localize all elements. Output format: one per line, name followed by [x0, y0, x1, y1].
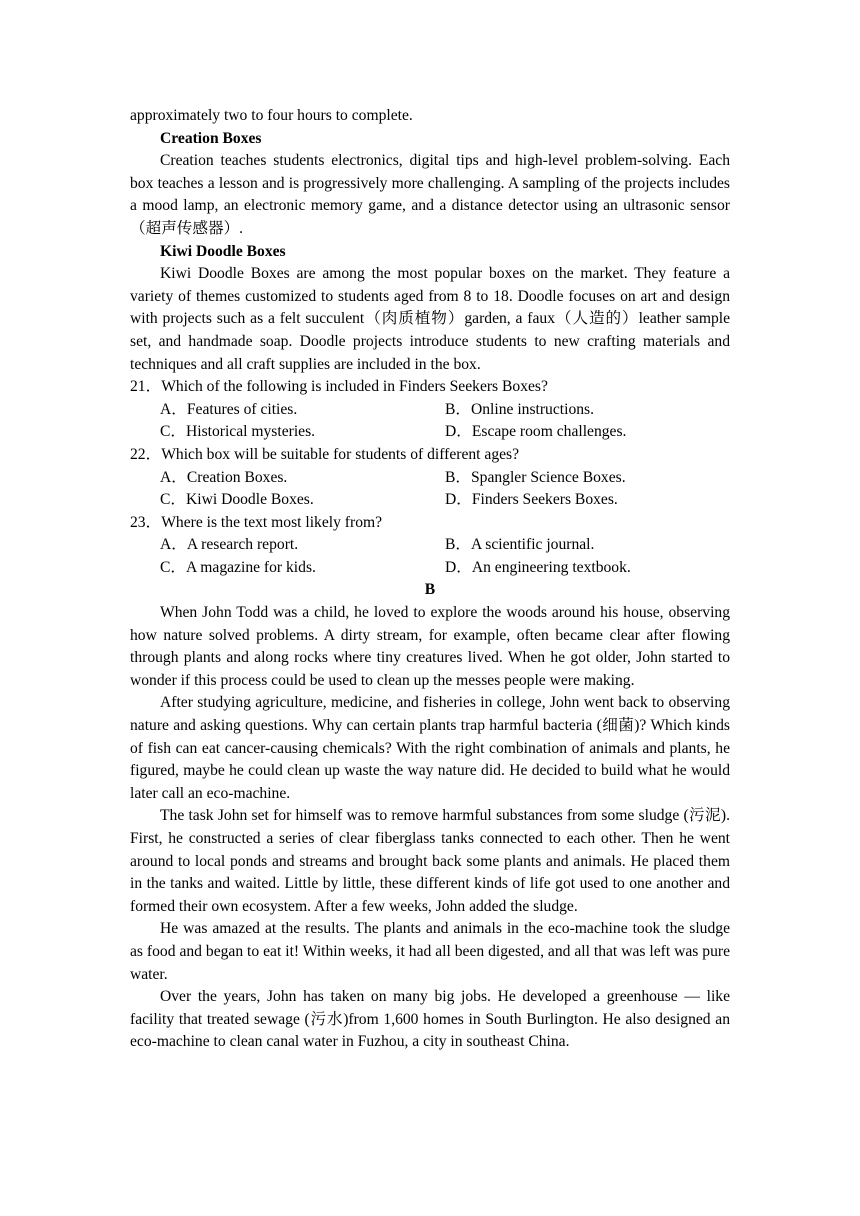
option-c: C．Kiwi Doodle Boxes. [160, 491, 314, 509]
option-a: A．Creation Boxes. [160, 468, 288, 486]
section-heading-creation: Creation Boxes [160, 129, 262, 147]
paragraph-b2: After studying agriculture, medicine, and fisheries in college, John went back to observing nature and asking questions. Why can certain plants trap harmful bacteria (细菌)? Which kinds of fish can eat cancer-causing chemicals? With the right combination of animals and plants, he figured, maybe he could clean up waste the way nature did. He decided to build what he would later call an eco-machine. [130, 694, 730, 802]
option-c: C．A magazine for kids. [160, 558, 316, 576]
option-grid [130, 467, 730, 512]
part-b-label: B [424, 581, 436, 599]
option-c: C．Historical mysteries. [160, 423, 316, 441]
paragraph-b5: Over the years, John has taken on many big jobs. He developed a greenhouse — like facility that treated sewage (污水)from 1,600 homes in South Burlington. He also designed an eco-machine to clean canal water in Fuzhou, a city in southeast China. [130, 988, 730, 1051]
question-22 [130, 444, 730, 512]
question-23 [130, 512, 730, 580]
continued-line: approximately two to four hours to complete. [130, 107, 413, 124]
document-page [130, 105, 730, 1054]
option-grid [130, 534, 730, 579]
section-heading-kiwi: Kiwi Doodle Boxes [160, 242, 286, 260]
paragraph-creation: Creation teaches students electronics, digital tips and high-level problem-solving. Each box teaches a lesson and is progressively more challenging. A sampling of the projects includes a mood lamp, an electronic memory game, and a distance detector using an ultrasonic sensor（超声传感器）. [130, 152, 730, 237]
option-b: B．Online instructions. [445, 400, 595, 418]
option-a: A．A research report. [160, 536, 299, 554]
paragraph-b1: When John Todd was a child, he loved to explore the woods around his house, observing how nature solved problems. A dirty stream, for example, often became clear after flowing through plants and along rocks where tiny creatures lived. When he got older, John started to wonder if this process could be used to clean up the messes people were making. [130, 604, 730, 689]
option-b: B．A scientific journal. [445, 536, 595, 554]
paragraph-b4: He was amazed at the results. The plants and animals in the eco-machine took the sludge as food and began to eat it! Within weeks, it had all been digested, and all that was left was pure water. [130, 920, 730, 983]
question-21 [130, 376, 730, 444]
question-stem: 23．Where is the text most likely from? [130, 513, 383, 531]
question-stem: 22．Which box will be suitable for students of different ages? [130, 445, 520, 463]
option-grid [130, 399, 730, 444]
option-d: D．Escape room challenges. [445, 423, 627, 441]
question-stem: 21．Which of the following is included in Finders Seekers Boxes? [130, 378, 548, 396]
option-d: D．An engineering textbook. [445, 558, 631, 576]
paragraph-b3: The task John set for himself was to remove harmful substances from some sludge (污泥). First, he constructed a series of clear fiberglass tanks connected to each other. Then he went around to local ponds and streams and brought back some plants and animals. He placed them in the tanks and waited. Little by little, these different kinds of life got used to one another and formed their own ecosystem. After a few weeks, John added the sludge. [130, 807, 730, 915]
option-d: D．Finders Seekers Boxes. [445, 491, 618, 509]
option-a: A．Features of cities. [160, 400, 298, 418]
paragraph-kiwi: Kiwi Doodle Boxes are among the most popular boxes on the market. They feature a variety of themes customized to students aged from 8 to 18. Doodle focuses on art and design with projects such as a felt succulent（肉质植物）garden, a faux（人造的）leather sample set, and handmade soap. Doodle projects introduce students to new crafting materials and techniques and all craft supplies are included in the box. [130, 265, 730, 373]
option-b: B．Spangler Science Boxes. [445, 468, 626, 486]
